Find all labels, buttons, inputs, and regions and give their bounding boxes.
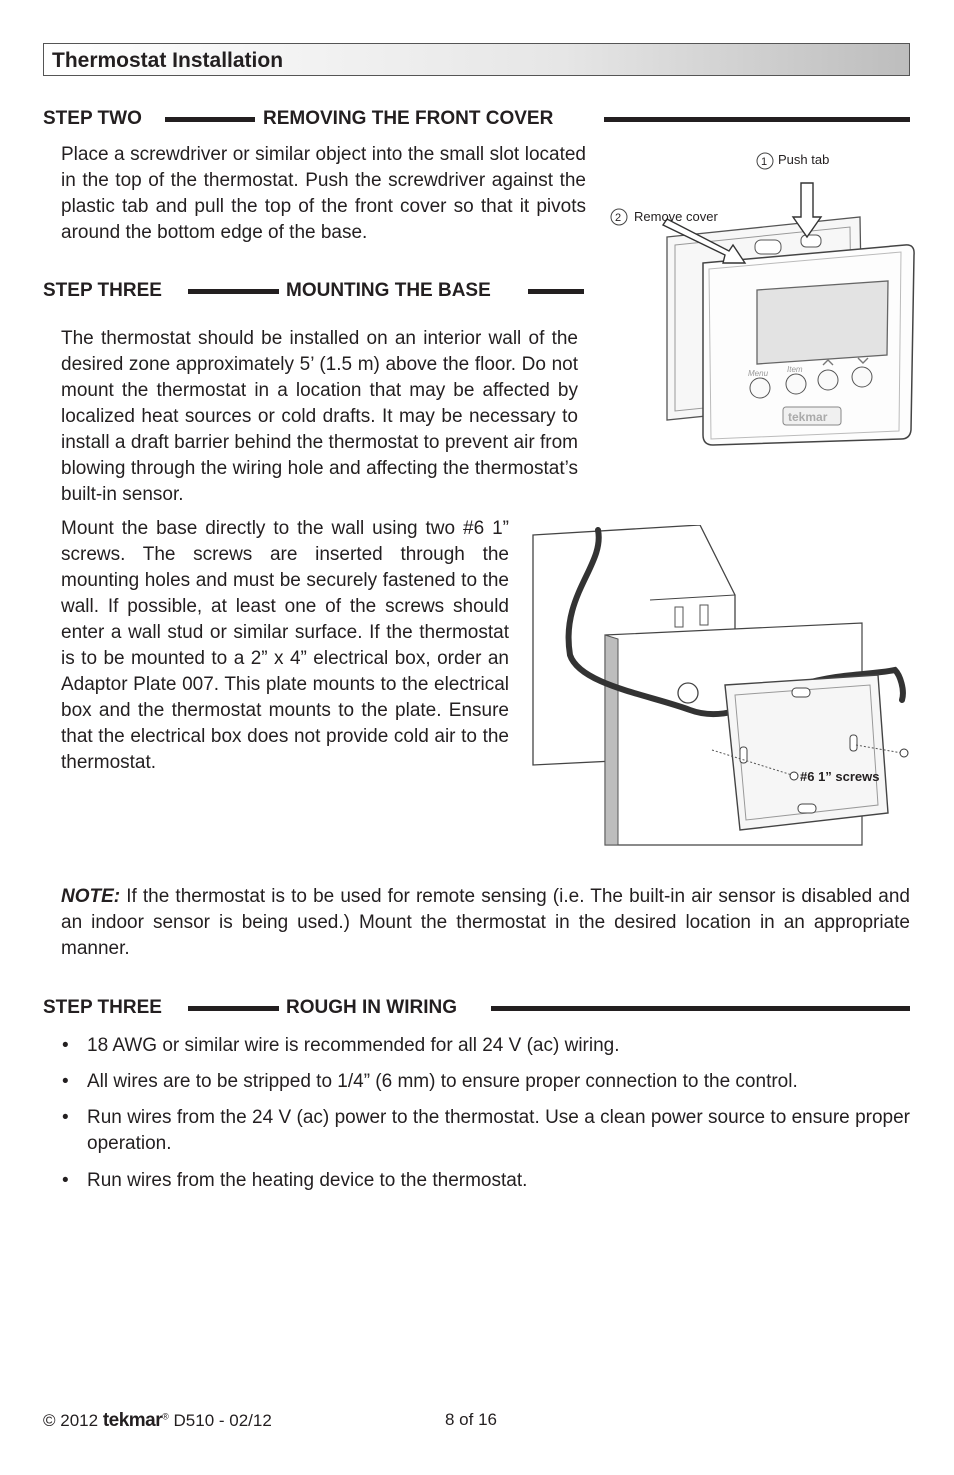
bullet-icon: • bbox=[62, 1170, 69, 1191]
callout-2-label: Remove cover bbox=[634, 209, 718, 224]
heading-rule bbox=[165, 117, 255, 122]
footer-brand-logo: tekmar bbox=[102, 1410, 163, 1431]
heading-rule bbox=[491, 1006, 910, 1011]
heading-rule bbox=[188, 289, 279, 294]
list-item bbox=[62, 1069, 910, 1095]
note-text: If the thermostat is to be used for remote sensing (i.e. The built-in air sensor is disabled and an indoor sensor is being used.) Mount the thermostat in the desired location in an appropriate manner. bbox=[61, 886, 910, 959]
step-two-body: Place a screwdriver or similar object into the small slot located in the top of the thermostat. Push the screwdriver against the plastic tab and pull the top of the front cover so that it pivots around the bottom edge of the base. bbox=[61, 144, 586, 243]
step-three-wiring-label: STEP THREE bbox=[43, 997, 162, 1018]
step-three-mount-title: MOUNTING THE BASE bbox=[286, 280, 491, 301]
footer-copyright: © 2012 bbox=[43, 1411, 99, 1430]
bullet-icon: • bbox=[62, 1035, 69, 1056]
heading-rule bbox=[528, 289, 584, 294]
heading-rule bbox=[604, 117, 910, 122]
list-item bbox=[62, 1168, 910, 1194]
section-title-bar bbox=[43, 43, 910, 76]
base-mounting-figure bbox=[530, 525, 910, 850]
step-three-wiring-title: ROUGH IN WIRING bbox=[286, 997, 457, 1018]
callout-2-number: 2 bbox=[615, 212, 622, 224]
screws-label: #6 1” screws bbox=[800, 769, 880, 784]
registered-mark: ® bbox=[162, 1411, 169, 1422]
bullet-icon: • bbox=[62, 1071, 69, 1092]
mounting-body-1: The thermostat should be installed on an interior wall of the desired zone approximately 5’ (1.5 m) above the floor. Do not mount the thermostat in a location that may be affected by localized heat sources or cold drafts. It may be necessary to install a draft barrier behind the thermostat to prevent air from blowing through the wiring hole and affecting the thermostat’s built-in sensor. bbox=[61, 328, 578, 505]
mounting-body-2: Mount the base directly to the wall using two #6 1” screws. The screws are inserted through the mounting holes and must be securely fastened to the wall. If possible, at least one of the screws should enter a wall stud or similar surface. If the thermostat is to be mounted to a 2” x 4” electrical box, order an Adaptor Plate 007. This plate mounts to the electrical box and the thermostat mounts to the plate. Ensure that the electrical box does not provide cold air to the thermostat. bbox=[61, 518, 509, 773]
cover-removal-figure bbox=[605, 145, 915, 455]
footer-page-number: 8 of 16 bbox=[445, 1410, 497, 1429]
list-item-text: Run wires from the heating device to the thermostat. bbox=[87, 1170, 528, 1191]
callout-1-label: Push tab bbox=[778, 152, 830, 167]
item-button-label: Item bbox=[787, 365, 803, 374]
screw-icon bbox=[900, 749, 908, 757]
bullet-icon: • bbox=[62, 1107, 69, 1128]
brand-logo: tekmar bbox=[788, 410, 828, 424]
list-item-text: 18 AWG or similar wire is recommended for all 24 V (ac) wiring. bbox=[87, 1035, 620, 1056]
screw-icon bbox=[790, 772, 798, 780]
list-item bbox=[62, 1033, 910, 1059]
list-item bbox=[62, 1105, 910, 1157]
menu-button-label: Menu bbox=[748, 369, 769, 378]
step-two-label: STEP TWO bbox=[43, 108, 142, 129]
step-three-mount-label: STEP THREE bbox=[43, 280, 162, 301]
heading-rule bbox=[188, 1006, 279, 1011]
step-two-title: REMOVING THE FRONT COVER bbox=[263, 108, 554, 129]
list-item-text: Run wires from the 24 V (ac) power to the thermostat. Use a clean power source to ensure proper operation. bbox=[87, 1107, 910, 1154]
note-paragraph bbox=[61, 884, 910, 962]
section-title: Thermostat Installation bbox=[52, 49, 284, 72]
list-item-text: All wires are to be stripped to 1/4” (6 mm) to ensure proper connection to the control. bbox=[87, 1071, 798, 1092]
footer-doc-number: D510 - 02/12 bbox=[173, 1411, 272, 1430]
note-label: NOTE: bbox=[61, 886, 121, 907]
callout-1-number: 1 bbox=[761, 156, 768, 168]
footer bbox=[43, 1410, 272, 1432]
